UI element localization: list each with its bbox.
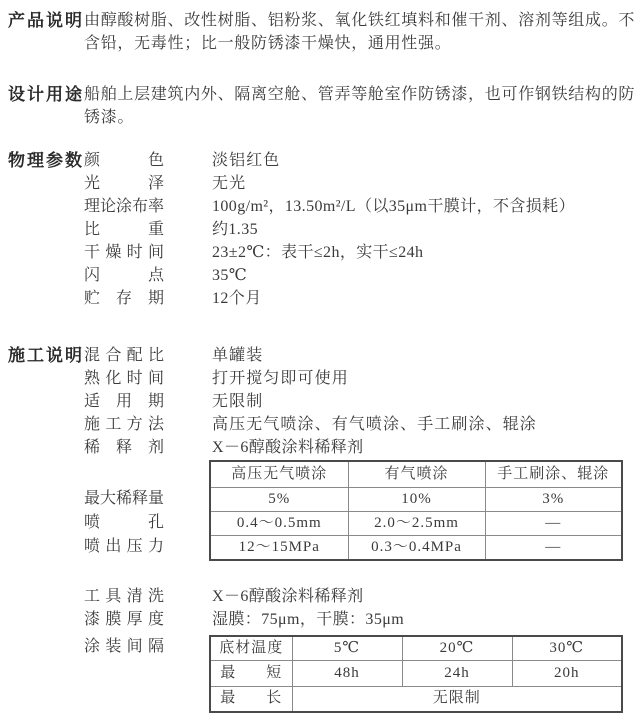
section-title: 设计用途	[8, 85, 84, 104]
param-value: 高压无气喷涂、有气喷涂、手工刷涂、辊涂	[212, 416, 537, 433]
table-cell: 无限制	[292, 687, 622, 712]
param-row	[84, 218, 632, 241]
param-label: 最大稀释量	[84, 490, 165, 507]
paragraph-line: 含铅，无毒性；比一般防锈漆干燥快，通用性强。	[84, 35, 452, 52]
table-cell: 2.0～2.5mm	[348, 511, 485, 535]
table-cell: —	[485, 535, 622, 560]
paragraph-line: 由醇酸树脂、改性树脂、铝粉浆、氧化铁红填料和催干剂、溶剂等组成。不	[84, 12, 636, 29]
table-cell: 3%	[485, 487, 622, 511]
section-title: 物理参数	[8, 151, 84, 170]
table-cell: 10%	[348, 487, 485, 511]
table-header-cell: 5℃	[292, 636, 402, 661]
coating-interval-table	[209, 635, 623, 713]
param-value: 23±2℃：表干≤2h，实干≤24h	[212, 244, 424, 261]
section-title: 施工说明	[8, 346, 84, 365]
table-row-label: 最长	[210, 687, 292, 712]
param-value: 单罐装	[212, 347, 264, 364]
interval-table-block	[84, 635, 632, 713]
section-physical-parameters	[8, 149, 632, 310]
param-label: 工具清洗	[84, 587, 164, 605]
section-product-description	[8, 9, 636, 55]
table-cell: 0.3～0.4MPa	[348, 535, 485, 560]
table-cell: 24h	[402, 661, 512, 687]
table-cell: 48h	[292, 661, 402, 687]
param-value: 35℃	[212, 267, 248, 284]
param-row	[84, 436, 632, 459]
paragraph-line: 锈漆。	[84, 109, 135, 126]
section-body	[84, 344, 632, 713]
thinning-table-block	[84, 460, 632, 561]
param-row	[84, 413, 632, 436]
param-label: 漆膜厚度	[84, 610, 164, 628]
param-value: 无光	[212, 175, 247, 192]
param-label: 比重	[84, 221, 164, 238]
param-value: 100g/m²，13.50m²/L（以35μm干膜计，不含损耗）	[212, 198, 575, 215]
section-body	[84, 83, 636, 129]
table-header-cell: 有气喷涂	[348, 461, 485, 487]
param-row	[84, 344, 632, 367]
param-row	[84, 149, 632, 172]
table-cell: —	[485, 511, 622, 535]
thinning-params-table	[209, 460, 623, 561]
param-value: 湿膜：75μm，干膜：35μm	[212, 610, 405, 628]
param-label: 贮存期	[84, 290, 164, 307]
param-row	[84, 367, 632, 390]
param-row	[84, 264, 632, 287]
param-label: 稀释剂	[84, 439, 164, 456]
param-label: 闪点	[84, 267, 164, 284]
table-header-cell: 手工刷涂、辊涂	[485, 461, 622, 487]
param-label: 施工方法	[84, 416, 164, 433]
table-cell: 5%	[210, 487, 348, 511]
section-body	[84, 149, 632, 310]
param-value: X－6醇酸涂料稀释剂	[212, 439, 364, 456]
param-value: 无限制	[212, 393, 264, 410]
table-cell: 0.4～0.5mm	[210, 511, 348, 535]
param-row	[84, 172, 632, 195]
param-row	[84, 241, 632, 264]
param-label: 混合配比	[84, 347, 164, 364]
table-cell: 20h	[512, 661, 622, 687]
section-title: 产品说明	[8, 11, 84, 30]
param-label: 理论涂布率	[84, 198, 165, 215]
table-header-cell: 高压无气喷涂	[210, 461, 348, 487]
param-value: 12个月	[212, 290, 262, 307]
section-design-purpose	[8, 83, 636, 129]
param-label: 熟化时间	[84, 370, 164, 387]
section-application-instructions	[8, 344, 632, 713]
table-cell: 12～15MPa	[210, 535, 348, 560]
param-label: 喷孔	[84, 514, 164, 531]
param-value: X－6醇酸涂料稀释剂	[212, 587, 364, 605]
param-row	[84, 585, 632, 608]
param-label: 涂装间隔	[84, 637, 164, 655]
table-header-cell: 20℃	[402, 636, 512, 661]
table-row-label: 最短	[210, 661, 292, 687]
paragraph-line: 船舶上层建筑内外、隔离空舱、管弄等舱室作防锈漆，也可作钢铁结构的防	[84, 86, 636, 103]
param-row	[84, 390, 632, 413]
section-body	[84, 9, 636, 55]
param-label: 光泽	[84, 175, 164, 192]
param-row	[84, 608, 632, 631]
param-label: 颜色	[84, 152, 164, 169]
param-label: 干燥时间	[84, 244, 164, 261]
param-row	[84, 195, 632, 218]
table-header-cell: 30℃	[512, 636, 622, 661]
param-value: 打开搅匀即可使用	[212, 370, 349, 387]
param-row	[84, 287, 632, 310]
param-value: 淡铝红色	[212, 152, 281, 169]
param-label: 喷出压力	[84, 538, 164, 555]
param-value: 约1.35	[212, 221, 258, 238]
table-row-label: 底材温度	[210, 636, 292, 661]
param-label: 适用期	[84, 393, 164, 410]
